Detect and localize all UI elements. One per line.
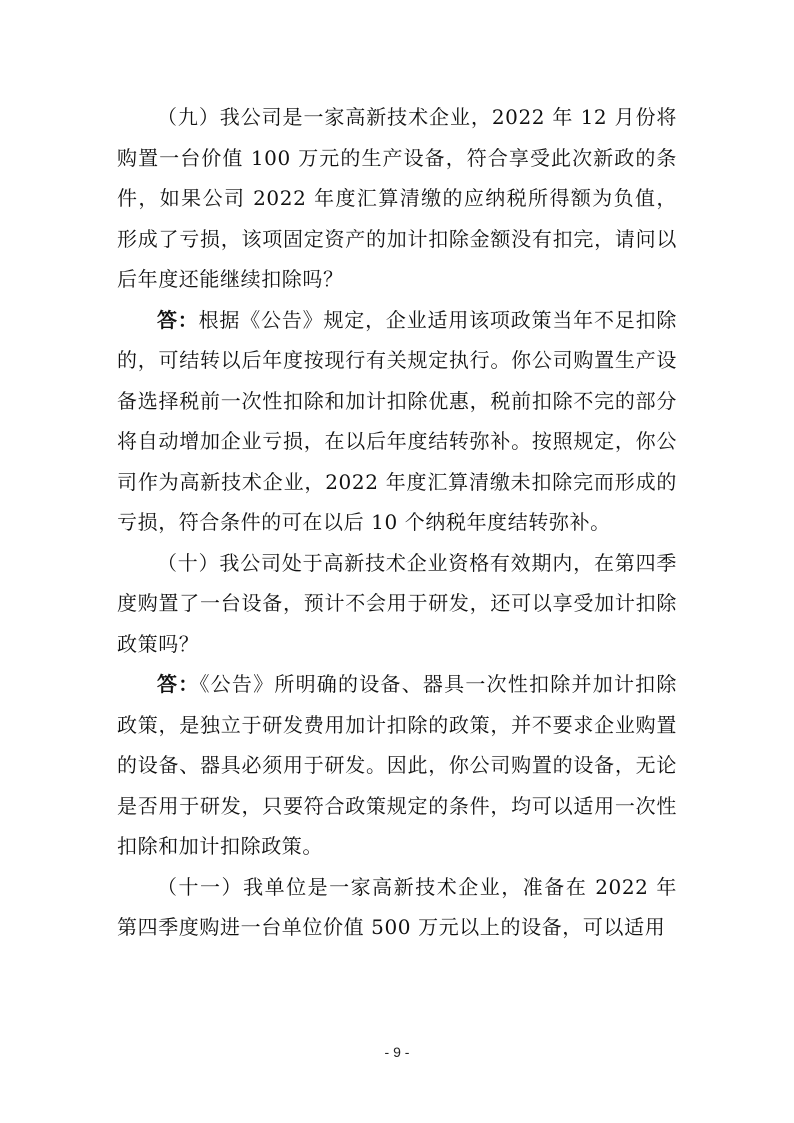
answer-label: 答： bbox=[157, 672, 200, 696]
answer-label: 答： bbox=[157, 307, 199, 332]
answer-text: 《公告》所明确的设备、器具一次性扣除并加计扣除政策，是独立于研发费用加计扣除的政策，并不要求企业购置的设备、器具必须用于研发。因此，你公司购置的设备，无论是否用于研发，只要符合政策规定的条件，均可以适用一次性扣除和加计扣除政策。 bbox=[117, 672, 677, 858]
answer-paragraph-9 bbox=[117, 300, 677, 543]
answer-paragraph-10 bbox=[117, 664, 677, 867]
document-body bbox=[117, 97, 677, 948]
answer-text: 根据《公告》规定，企业适用该项政策当年不足扣除的，可结转以后年度按现行有关规定执行。你公司购置生产设备选择税前一次性扣除和加计扣除优惠，税前扣除不完的部分将自动增加企业亏损，在以后年度结转弥补。按照规定，你公司作为高新技术企业，2022 年度汇算清缴未扣除完而形成的亏损，符合条件的可在以后 10 个纳税年度结转弥补。 bbox=[117, 307, 677, 534]
page-number: - 9 - bbox=[384, 1044, 410, 1060]
question-paragraph-10: （十）我公司处于高新技术企业资格有效期内，在第四季度购置了一台设备，预计不会用于研发，还可以享受加计扣除政策吗？ bbox=[117, 550, 677, 656]
question-paragraph-9: （九）我公司是一家高新技术企业，2022 年 12 月份将购置一台价值 100 万元的生产设备，符合享受此次新政的条件，如果公司 2022 年度汇算清缴的应纳税所得额为负值，形成了亏损，该项固定资产的加计扣除金额没有扣完，请问以后年度还能继续扣除吗？ bbox=[117, 105, 677, 291]
question-paragraph-11: （十一）我单位是一家高新技术企业，准备在 2022 年第四季度购进一台单位价值 500 万元以上的设备，可以适用 bbox=[117, 874, 677, 939]
